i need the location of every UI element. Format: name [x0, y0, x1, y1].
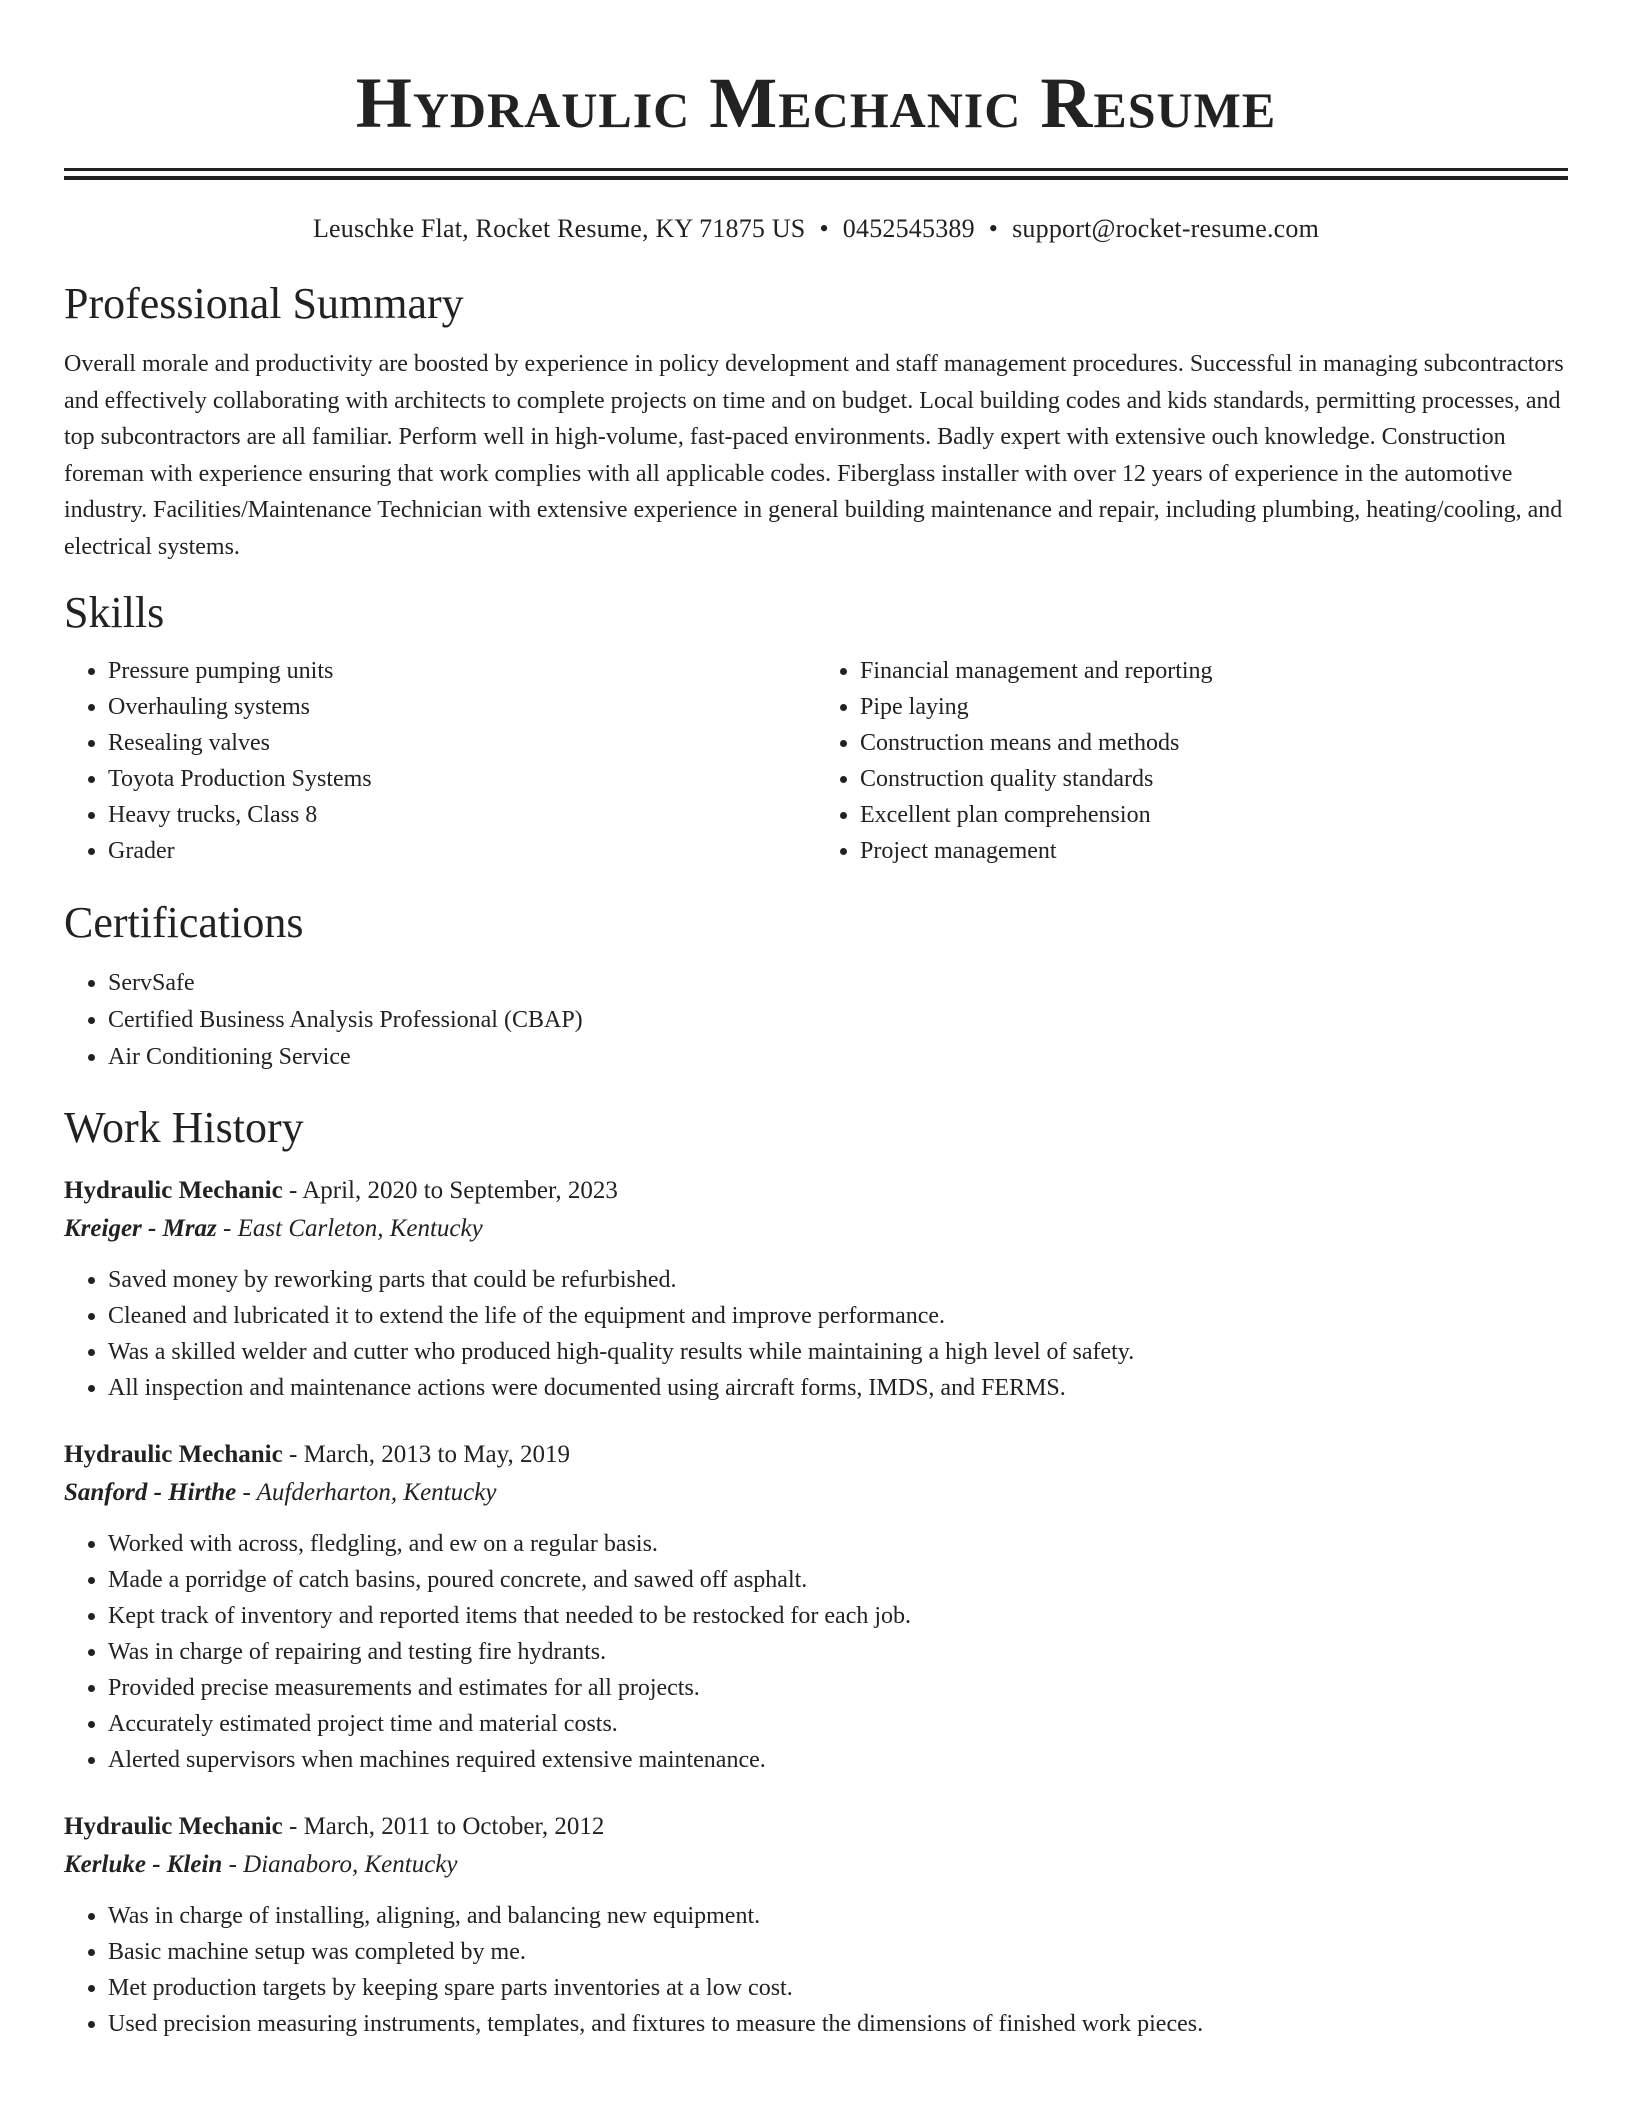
job-location: East Carleton, Kentucky: [237, 1215, 483, 1242]
job-company-line: [64, 1210, 1568, 1248]
job-bullet: • All inspection and maintenance actions were documented using aircraft forms, IMDS, and FERMS.: [108, 1370, 1568, 1406]
job-location: Aufderharton, Kentucky: [256, 1479, 497, 1506]
job-bullet: • Kept track of inventory and reported items that needed to be restocked for each job.: [108, 1598, 1568, 1634]
resume-title: Hydraulic Mechanic Resume: [355, 63, 1277, 143]
job-bullet-list: [64, 1262, 1568, 1406]
job-bullet: • Alerted supervisors when machines required extensive maintenance.: [108, 1742, 1568, 1778]
job-bullet: • Was in charge of repairing and testing fire hydrants.: [108, 1634, 1568, 1670]
certifications-list: [64, 965, 1568, 1076]
skill-item: • Construction quality standards: [860, 761, 1568, 797]
skills-columns: [64, 653, 1568, 869]
job-dash: -: [282, 1813, 304, 1840]
contact-email: support@rocket-resume.com: [1012, 214, 1320, 243]
job-dash: -: [216, 1215, 238, 1242]
skill-item: • Overhauling systems: [108, 689, 816, 725]
skills-list-left: [64, 653, 816, 869]
skill-item: • Pipe laying: [860, 689, 1568, 725]
contact-address: Leuschke Flat, Rocket Resume, KY 71875 US: [312, 214, 806, 243]
skill-item: • Financial management and reporting: [860, 653, 1568, 689]
job-dash: -: [222, 1851, 244, 1878]
job-entry: [64, 1808, 1568, 2042]
job-title: Hydraulic Mechanic: [64, 1813, 283, 1840]
skill-item: • Resealing valves: [108, 725, 816, 761]
job-bullet-list: [64, 1898, 1568, 2042]
job-bullet-list: [64, 1526, 1568, 1778]
job-dash: -: [282, 1177, 303, 1204]
skill-item: • Toyota Production Systems: [108, 761, 816, 797]
skill-item: • Project management: [860, 833, 1568, 869]
job-dates: April, 2020 to September, 2023: [302, 1177, 618, 1204]
job-bullet: • Made a porridge of catch basins, poured concrete, and sawed off asphalt.: [108, 1562, 1568, 1598]
job-dash: -: [236, 1479, 257, 1506]
skill-item: • Grader: [108, 833, 816, 869]
summary-heading: Professional Summary: [64, 279, 464, 328]
job-bullet: • Worked with across, fledgling, and ew on a regular basis.: [108, 1526, 1568, 1562]
job-title-line: [64, 1436, 1568, 1474]
job-title-line: [64, 1808, 1568, 1846]
work-history-heading: Work History: [64, 1103, 304, 1152]
contact-phone: 0452545389: [842, 214, 975, 243]
job-bullet: • Cleaned and lubricated it to extend the life of the equipment and improve performance.: [108, 1298, 1568, 1334]
job-title: Hydraulic Mechanic: [64, 1441, 283, 1468]
certification-item: • Air Conditioning Service: [108, 1039, 1568, 1076]
job-title: Hydraulic Mechanic: [64, 1177, 283, 1204]
job-bullet: • Used precision measuring instruments, templates, and fixtures to measure the dimensions of finished work pieces.: [108, 2006, 1568, 2042]
skill-item: • Construction means and methods: [860, 725, 1568, 761]
job-title-line: [64, 1172, 1568, 1210]
job-location: Dianaboro, Kentucky: [243, 1851, 458, 1878]
job-bullet: • Was in charge of installing, aligning, and balancing new equipment.: [108, 1898, 1568, 1934]
job-company: Sanford - Hirthe: [64, 1479, 237, 1506]
skill-item: • Pressure pumping units: [108, 653, 816, 689]
skill-item: • Heavy trucks, Class 8: [108, 797, 816, 833]
job-dates: March, 2013 to May, 2019: [303, 1441, 570, 1468]
summary-text: Overall morale and productivity are boosted by experience in policy development and staff management procedures. Successful in managing subcontractors and effectively collaborating with architects to complete projects on time and on budget. Local building codes and kids standards, permitting processes, and top subcontractors are all familiar. Perform well in high-volume, fast-paced environments. Badly expert with extensive ouch knowledge. Construction foreman with experience ensuring that work complies with all applicable codes. Fiberglass installer with over 12 years of experience in the automotive industry. Facilities/Maintenance Technician with extensive experience in general building maintenance and repair, including plumbing, heating/cooling, and electrical systems.: [64, 351, 1564, 560]
job-company: Kreiger - Mraz: [64, 1215, 217, 1242]
job-dash: -: [282, 1441, 304, 1468]
job-entry: [64, 1436, 1568, 1778]
skills-list-right: [816, 653, 1568, 869]
job-bullet: • Was a skilled welder and cutter who produced high-quality results while maintaining a high level of safety.: [108, 1334, 1568, 1370]
certification-item: • ServSafe: [108, 965, 1568, 1002]
certification-item: • Certified Business Analysis Professional (CBAP): [108, 1002, 1568, 1039]
contact-separator: •: [819, 214, 829, 243]
job-company: Kerluke - Klein: [64, 1851, 223, 1878]
job-company-line: [64, 1846, 1568, 1884]
contact-separator: •: [988, 214, 999, 243]
job-bullet: • Basic machine setup was completed by me.: [108, 1934, 1568, 1970]
job-dates: March, 2011 to October, 2012: [303, 1813, 605, 1840]
job-company-line: [64, 1474, 1568, 1512]
job-bullet: • Met production targets by keeping spare parts inventories at a low cost.: [108, 1970, 1568, 2006]
skills-heading: Skills: [64, 588, 165, 637]
certifications-heading: Certifications: [64, 898, 304, 947]
job-entry: [64, 1172, 1568, 1406]
job-bullet: • Saved money by reworking parts that could be refurbished.: [108, 1262, 1568, 1298]
job-bullet: • Provided precise measurements and estimates for all projects.: [108, 1670, 1568, 1706]
header-double-rule: [64, 168, 1568, 180]
job-bullet: • Accurately estimated project time and material costs.: [108, 1706, 1568, 1742]
skill-item: • Excellent plan comprehension: [860, 797, 1568, 833]
contact-line: [64, 212, 1568, 246]
